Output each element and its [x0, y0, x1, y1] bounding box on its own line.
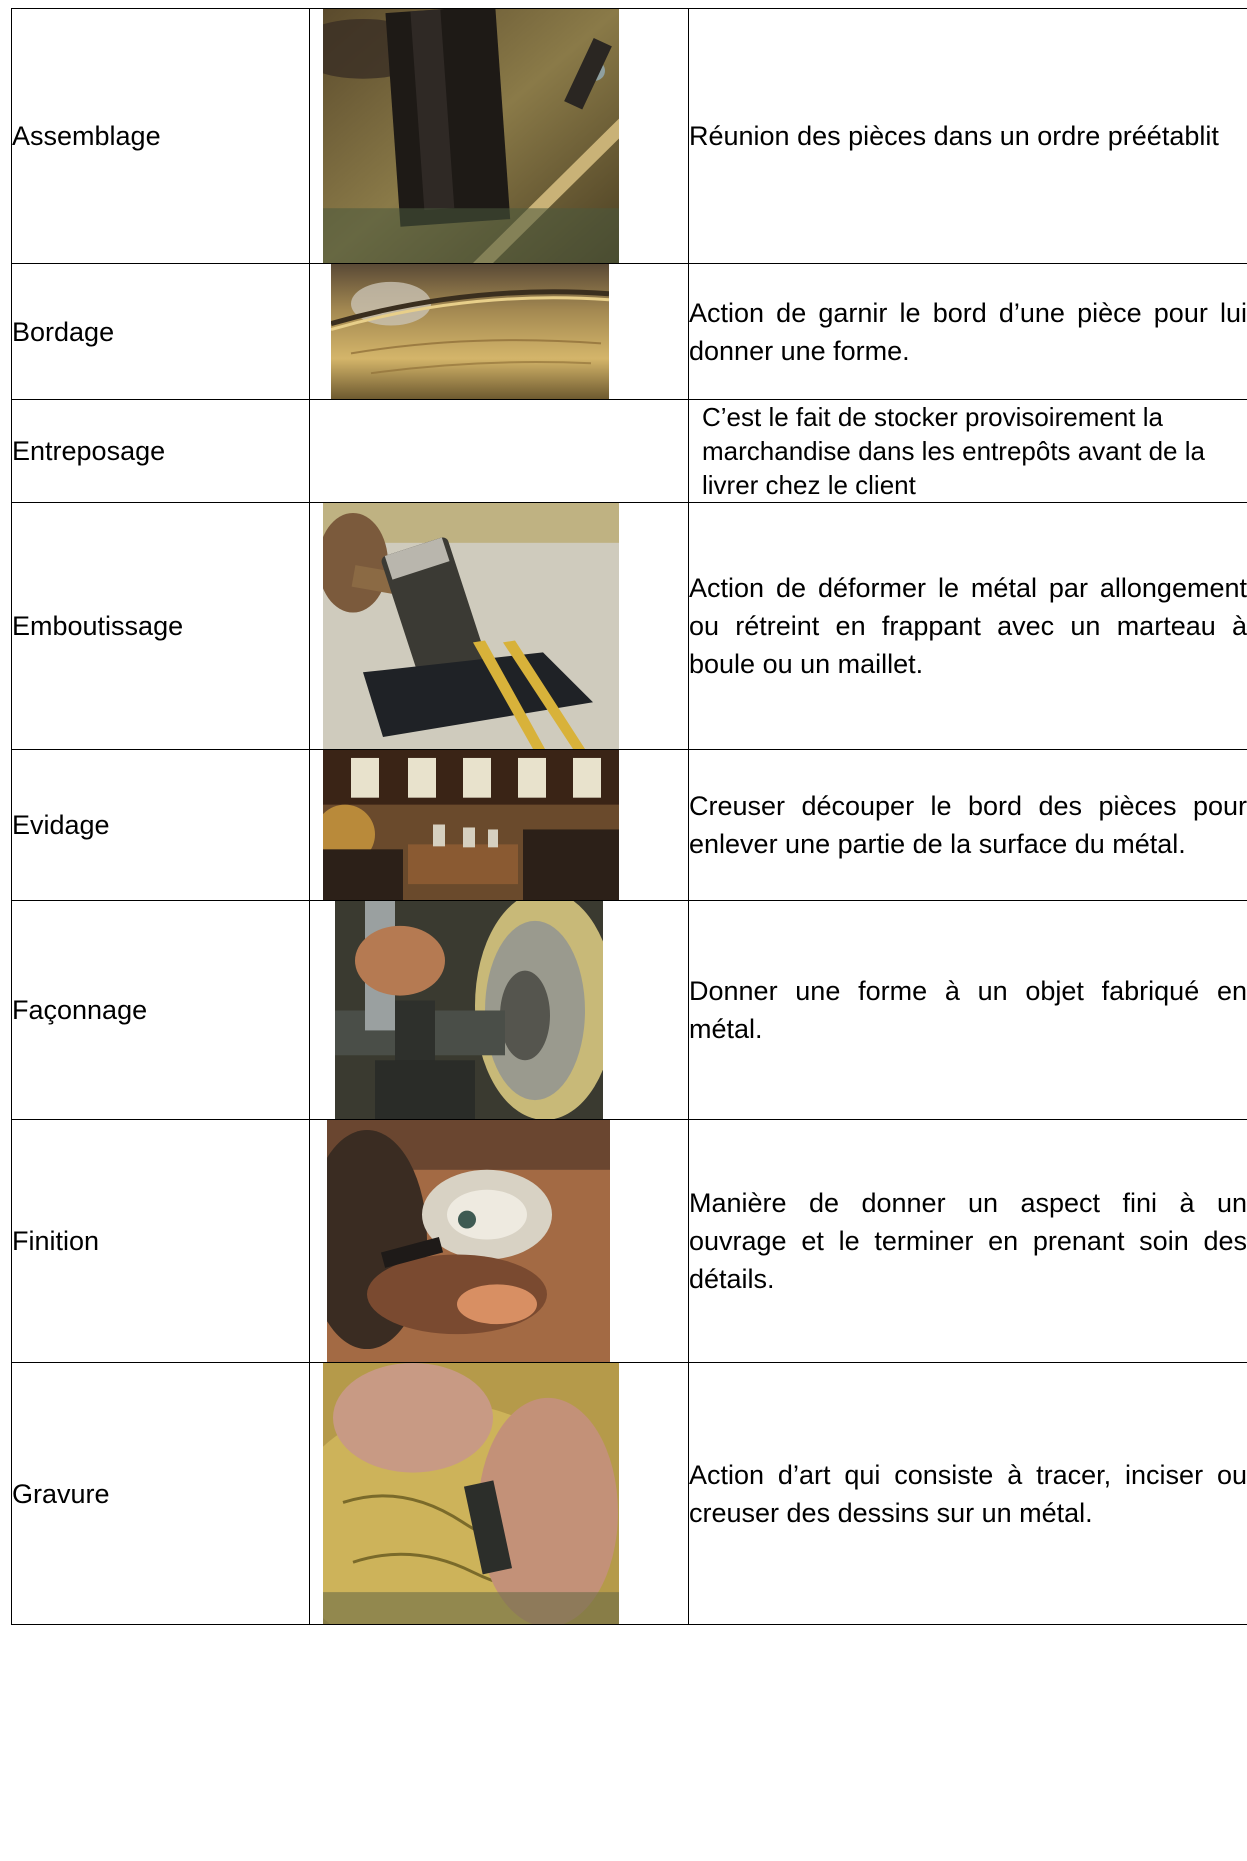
term-cell: Gravure [12, 1363, 310, 1625]
definition-cell: Action de garnir le bord d’une pièce pour lui donner une forme. [689, 264, 1247, 400]
image-cell [310, 503, 689, 750]
table-row [12, 901, 1247, 1120]
table-row [12, 9, 1247, 264]
polishing-finish-photo [327, 1120, 610, 1362]
term-cell: Emboutissage [12, 503, 310, 750]
table-row [12, 750, 1247, 901]
definition-cell: Action de déformer le métal par allongement ou rétreint en frappant avec un marteau à boule ou un maillet. [689, 503, 1247, 750]
image-cell [310, 750, 689, 901]
image-cell [310, 1363, 689, 1625]
table-row [12, 1120, 1247, 1363]
term-cell: Entreposage [12, 400, 310, 503]
term-cell: Evidage [12, 750, 310, 901]
brass-rim-photo [331, 264, 609, 399]
term-cell: Assemblage [12, 9, 310, 264]
term-cell: Finition [12, 1120, 310, 1363]
hammer-assembly-photo [323, 9, 619, 263]
definition-cell: Donner une forme à un objet fabriqué en métal. [689, 901, 1247, 1120]
image-cell-empty [310, 400, 689, 503]
definition-cell: C’est le fait de stocker provisoirement la marchandise dans les entrepôts avant de la livrer chez le client [689, 400, 1247, 503]
image-cell [310, 264, 689, 400]
definition-cell: Manière de donner un aspect fini à un ouvrage et le terminer en prenant soin des détails. [689, 1120, 1247, 1363]
table-row [12, 503, 1247, 750]
table-row [12, 400, 1247, 503]
table-row [12, 1363, 1247, 1625]
engraving-brass-plate-photo [323, 1363, 619, 1624]
mallet-on-anvil-photo [323, 503, 619, 749]
definition-cell: Réunion des pièces dans un ordre préétablit [689, 9, 1247, 264]
glossary-table [11, 8, 1247, 1625]
table-row [12, 264, 1247, 400]
image-cell [310, 901, 689, 1120]
term-cell: Façonnage [12, 901, 310, 1120]
workshop-showroom-photo [323, 750, 619, 900]
definition-cell: Creuser découper le bord des pièces pour enlever une partie de la surface du métal. [689, 750, 1247, 901]
term-cell: Bordage [12, 264, 310, 400]
image-cell [310, 1120, 689, 1363]
image-cell [310, 9, 689, 264]
definition-cell: Action d’art qui consiste à tracer, inciser ou creuser des dessins sur un métal. [689, 1363, 1247, 1625]
metal-spinning-lathe-photo [335, 901, 603, 1119]
